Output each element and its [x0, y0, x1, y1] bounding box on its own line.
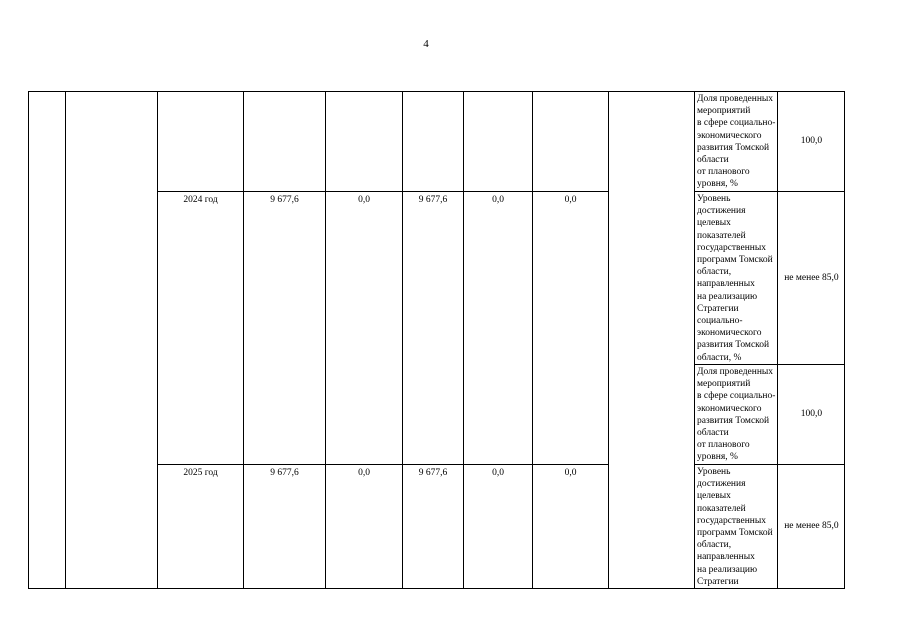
indicator-line: экономического	[697, 328, 762, 339]
total-cell: 9 677,6	[244, 192, 326, 465]
indicator-line: области	[697, 155, 729, 166]
extrabudget-cell	[533, 92, 609, 192]
indicator-line: целевых	[697, 218, 731, 229]
number-cell	[29, 92, 66, 589]
target-value-cell: не менее 85,0	[778, 192, 845, 365]
indicator-line: развития Томской	[697, 142, 770, 153]
extrabudget-cell: 0,0	[533, 465, 609, 589]
indicator-line: социально-	[697, 316, 743, 327]
indicator-line: направленных	[697, 279, 755, 290]
responsible-cell	[609, 92, 695, 589]
local-cell: 0,0	[464, 465, 533, 589]
indicator-line: достижения	[697, 206, 746, 217]
indicator-line: программ Томской	[697, 528, 773, 539]
target-value-cell: 100,0	[778, 92, 845, 192]
indicator-line: Доля проведенных	[697, 94, 774, 104]
indicator-line: Уровень	[697, 194, 731, 204]
indicator-line: мероприятий	[697, 106, 751, 117]
indicator-line: развития Томской	[697, 415, 770, 426]
indicator-line: целевых	[697, 491, 731, 502]
indicator-line: показателей	[697, 503, 746, 514]
indicator-line: области	[697, 428, 729, 439]
indicator-line: области,	[697, 267, 732, 278]
indicator-line: в сфере социально-	[697, 118, 776, 129]
year-cell: 2024 год	[158, 192, 244, 465]
indicator-line: показателей	[697, 230, 746, 241]
budget-table	[28, 91, 845, 589]
indicator-line: области,	[697, 540, 732, 551]
indicator-line: Стратегии	[697, 576, 739, 587]
indicator-line: уровня, %	[697, 452, 738, 463]
indicator-line: экономического	[697, 130, 762, 141]
indicator-line: государственных	[697, 242, 767, 253]
table-row	[29, 92, 845, 192]
indicator-line: программ Томской	[697, 255, 773, 266]
indicator-line: направленных	[697, 552, 755, 563]
indicator-cell	[695, 365, 778, 465]
indicator-line: от планового	[697, 167, 750, 178]
indicator-line: уровня, %	[697, 179, 738, 190]
extrabudget-cell: 0,0	[533, 192, 609, 465]
indicator-cell	[695, 465, 778, 589]
regional-cell: 9 677,6	[403, 192, 464, 465]
activity-name-cell	[66, 92, 158, 589]
indicator-line: на реализацию	[697, 564, 758, 575]
local-cell: 0,0	[464, 192, 533, 465]
indicator-line: от планового	[697, 440, 750, 451]
indicator-line: развития Томской	[697, 340, 770, 351]
indicator-cell	[695, 92, 778, 192]
indicator-line: Уровень	[697, 467, 731, 477]
indicator-line: Доля проведенных	[697, 367, 774, 377]
indicator-line: достижения	[697, 479, 746, 490]
local-cell	[464, 92, 533, 192]
indicator-line: Стратегии	[697, 303, 739, 314]
indicator-line: мероприятий	[697, 379, 751, 390]
target-value-cell: не менее 85,0	[778, 465, 845, 589]
total-cell: 9 677,6	[244, 465, 326, 589]
indicator-line: в сфере социально-	[697, 391, 776, 402]
indicator-line: экономического	[697, 403, 762, 414]
federal-cell: 0,0	[326, 465, 403, 589]
regional-cell: 9 677,6	[403, 465, 464, 589]
target-value-cell: 100,0	[778, 365, 845, 465]
year-cell	[158, 92, 244, 192]
federal-cell: 0,0	[326, 192, 403, 465]
indicator-line: на реализацию	[697, 291, 758, 302]
year-cell: 2025 год	[158, 465, 244, 589]
indicator-line: области, %	[697, 352, 742, 363]
total-cell	[244, 92, 326, 192]
federal-cell	[326, 92, 403, 192]
indicator-cell	[695, 192, 778, 365]
indicator-line: государственных	[697, 515, 767, 526]
regional-cell	[403, 92, 464, 192]
page-number: 4	[423, 38, 429, 50]
